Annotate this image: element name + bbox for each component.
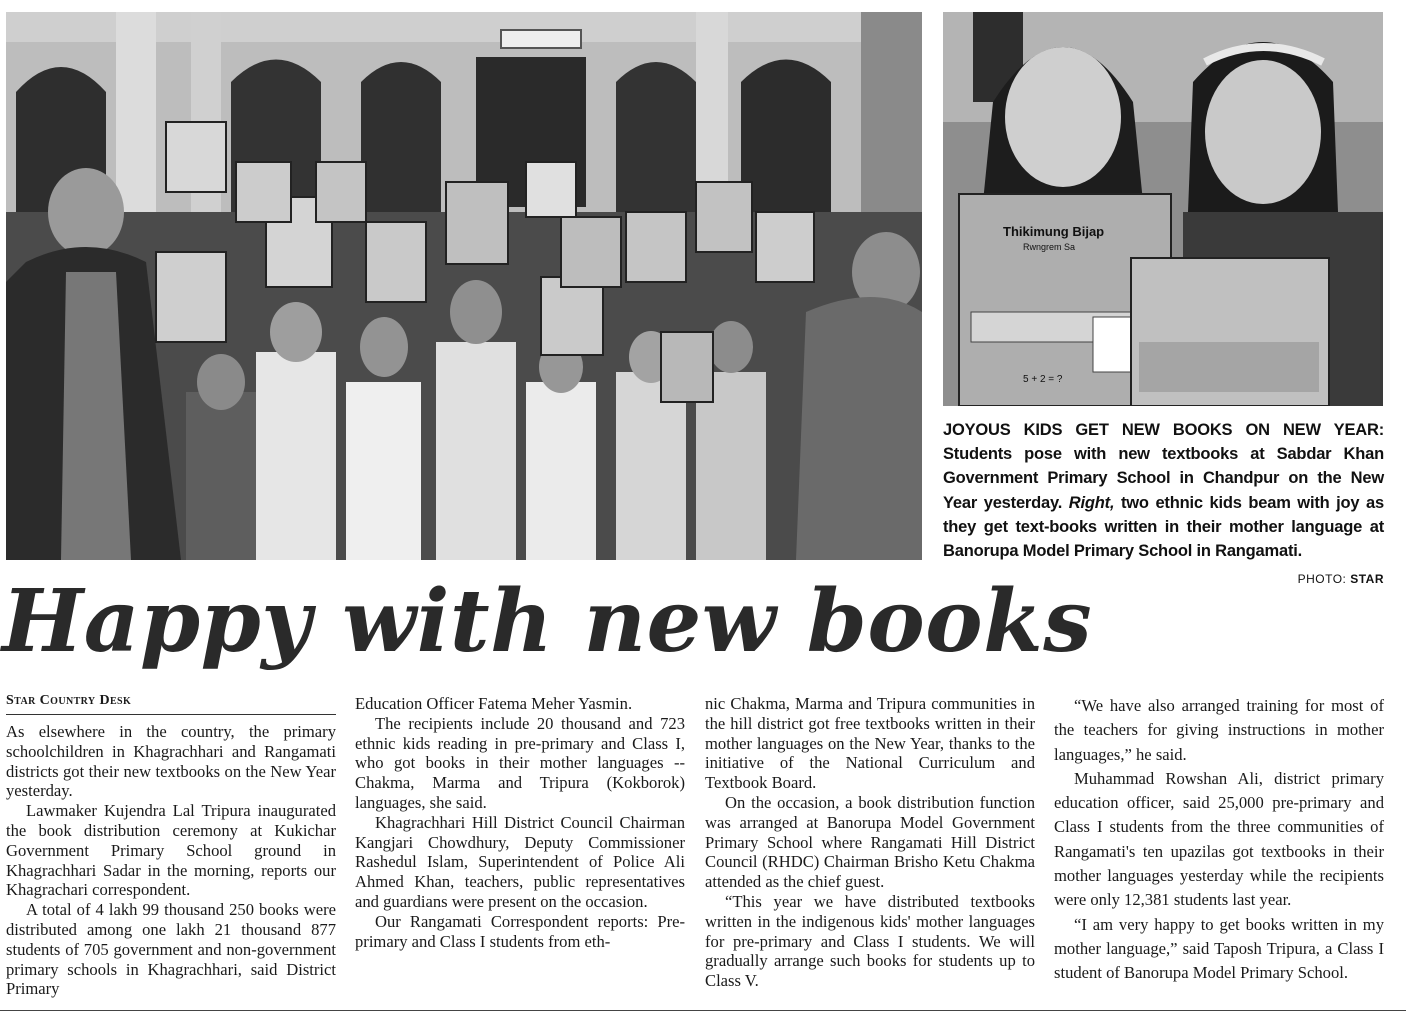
article-column-4	[1054, 694, 1384, 986]
paragraph: nic Chakma, Marma and Tripura communities in the hill district got free textbooks written in their mother languages on the New Year, thanks to the initiative of the National Curriculum and Textbook Board.	[705, 694, 1035, 793]
article-column-2	[355, 694, 685, 951]
photo-kids-image	[943, 12, 1383, 406]
paragraph: On the occasion, a book distribution function was arranged at Banorupa Model Government Primary School where Rangamati Hill District Council (RHDC) Chairman Brisho Ketu Chakma attended as the chief guest.	[705, 792, 1035, 892]
photo-credit-prefix: PHOTO:	[1297, 572, 1351, 587]
paragraph: Our Rangamati Correspondent reports: Pre-primary and Class I students from eth-	[355, 911, 685, 951]
photo-students-image	[6, 12, 922, 560]
book-math-text: 5 + 2 = ?	[1023, 374, 1063, 385]
photo-ethnic-kids-rangamati	[943, 12, 1383, 406]
paragraph: “I am very happy to get books written in my mother language,” said Taposh Tripura, a Class I student of Banorupa Model Primary School.	[1054, 914, 1384, 983]
paragraph: Muhammad Rowshan Ali, district primary education officer, said 25,000 pre-primary and Class I students from the three communities of Rangamati's ten upazilas got textbooks in their mother languages yesterday while the recipients were only 12,381 students last year.	[1054, 768, 1384, 910]
book-subtitle-text: Rwngrem Sa	[1023, 242, 1076, 252]
caption-text-1: Students pose with new textbooks at Sabdar Khan Government Primary School in Chandpur on the New Year yesterday.	[943, 445, 1384, 512]
byline: Star Country Desk	[6, 692, 336, 715]
article-column-3	[705, 694, 1035, 991]
book-title-text: Thikimung Bijap	[1003, 224, 1105, 239]
photo-credit-source: STAR	[1350, 572, 1384, 587]
caption-lead: JOYOUS KIDS GET NEW BOOKS ON NEW YEAR:	[943, 421, 1384, 439]
article-column-1	[6, 692, 336, 999]
caption-text-2: two ethnic kids beam with joy as they get text-books written in their mother language at Banorupa Model Primary School in Rangamati.	[943, 493, 1384, 561]
paragraph: “We have also arranged training for most of the teachers for giving instructions in mother languages,” he said.	[1054, 696, 1384, 764]
paragraph: Education Officer Fatema Meher Yasmin.	[355, 694, 633, 713]
paragraph: Khagrachhari Hill District Council Chairman Kangjari Chowdhury, Deputy Commissioner Rashedul Islam, Superintendent of Police Ali Ahmed Khan, teachers, public representatives and guardians were present on the occasion.	[355, 812, 685, 911]
paragraph: As elsewhere in the country, the primary schoolchildren in Khagrachhari and Rangamati districts got their new textbooks on the New Year yesterday.	[6, 722, 336, 801]
headline: Happy with new books	[2, 571, 1093, 672]
photo-credit	[1298, 567, 1384, 591]
paragraph: The recipients include 20 thousand and 723 ethnic kids reading in pre-primary and Class I, who got books in their mother languages -- Chakma, Marma and Tripura (Kokborok) languages, she said.	[355, 713, 685, 812]
caption-right-word: Right,	[1068, 493, 1115, 512]
paragraph: “This year we have distributed textbooks written in the indigenous kids' mother languages for pre-primary and Class I students. We will gradually arrange such books for students up to Class V.	[705, 891, 1035, 991]
paragraph: A total of 4 lakh 99 thousand 250 books were distributed among one lakh 21 thousand 877 students of 705 government and non-government primary schools in Khagrachhari, said District Primary	[6, 900, 336, 999]
photo-caption	[943, 418, 1384, 591]
paragraph: Lawmaker Kujendra Lal Tripura inaugurated the book distribution ceremony at Kukichar Government Primary School ground in Khagrachhari Sadar in the morning, reports our Khagrachari correspondent.	[6, 801, 336, 900]
bottom-divider	[0, 1010, 1406, 1011]
photo-students-chandpur	[6, 12, 922, 560]
